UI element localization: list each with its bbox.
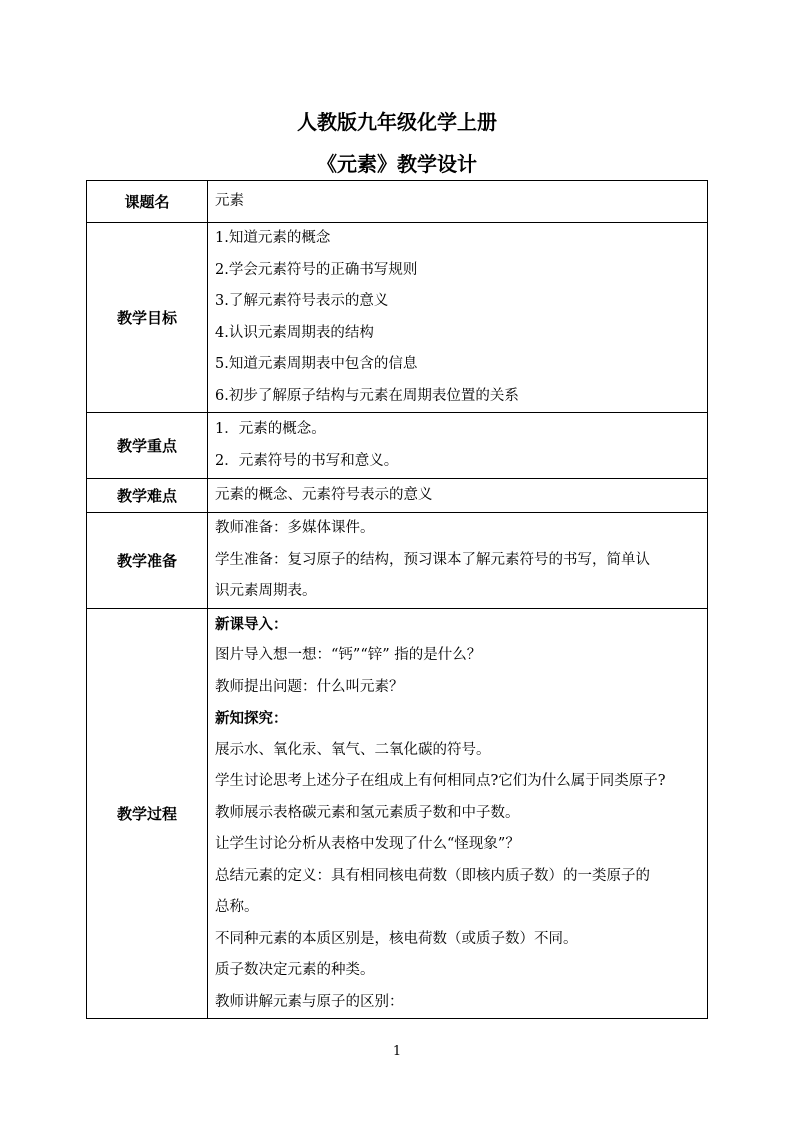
lesson-plan-table bbox=[86, 180, 708, 1019]
content-line: 图片导入想一想：“钙”“锌” 指的是什么？ bbox=[215, 647, 482, 663]
table-row-objectives bbox=[87, 223, 708, 413]
content-line: 让学生讨论分析从表格中发现了什么“怪现象”？ bbox=[215, 836, 520, 852]
document-title: 人教版九年级化学上册 bbox=[297, 110, 497, 134]
row-label: 教学过程 bbox=[87, 608, 208, 1019]
content-line: 6.初步了解原子结构与元素在周期表位置的关系 bbox=[215, 387, 519, 404]
content-line: 教师讲解元素与原子的区别： bbox=[215, 993, 404, 1010]
table-row-preparation bbox=[87, 513, 708, 609]
content-line: 2.学会元素符号的正确书写规则 bbox=[215, 261, 418, 278]
content-line: 教师展示表格碳元素和氢元素质子数和中子数。 bbox=[215, 804, 520, 821]
content-line: 质子数决定元素的种类。 bbox=[215, 962, 375, 978]
row-content bbox=[208, 413, 708, 479]
row-content bbox=[208, 608, 708, 1019]
content-line: 不同种元素的本质区别是，核电荷数（或质子数）不同。 bbox=[215, 930, 578, 947]
page-number: 1 bbox=[392, 1044, 402, 1059]
table-row-topic bbox=[87, 181, 708, 223]
content-line: 4.认识元素周期表的结构 bbox=[215, 324, 374, 341]
content-line: 教师提出问题：什么叫元素？ bbox=[215, 678, 404, 695]
content-line: 展示水、氧化汞、氧气、二氧化碳的符号。 bbox=[215, 741, 491, 758]
content-line: 1.知道元素的概念 bbox=[215, 230, 331, 246]
row-label: 教学目标 bbox=[87, 223, 208, 413]
content-line: 学生准备：复习原子的结构，预习课本了解元素符号的书写，简单认 bbox=[215, 551, 650, 568]
table-row-process bbox=[87, 608, 708, 1019]
content-line: 5.知道元素周期表中包含的信息 bbox=[215, 356, 418, 372]
row-content bbox=[208, 223, 708, 413]
document-subtitle: 《元素》教学设计 bbox=[317, 152, 477, 176]
table-row-key-points bbox=[87, 413, 708, 479]
section-heading: 新知探究： bbox=[215, 710, 288, 727]
content-line: 1．元素的概念。 bbox=[215, 421, 326, 437]
row-label: 教学难点 bbox=[87, 479, 208, 513]
row-label: 教学重点 bbox=[87, 413, 208, 479]
content-line: 总结元素的定义：具有相同核电荷数（即核内质子数）的一类原子的 bbox=[215, 867, 650, 884]
row-content bbox=[208, 181, 708, 223]
content-line: 识元素周期表。 bbox=[215, 583, 317, 599]
row-content bbox=[208, 513, 708, 609]
section-heading: 新课导入： bbox=[215, 615, 288, 633]
row-label: 教学准备 bbox=[87, 513, 208, 609]
row-content bbox=[208, 479, 708, 513]
content-line: 元素的概念、元素符号表示的意义 bbox=[215, 486, 433, 503]
content-line: 3.了解元素符号表示的意义 bbox=[215, 293, 389, 309]
content-line: 学生讨论思考上述分子在组成上有何相同点?它们为什么属于同类原子? bbox=[215, 773, 666, 789]
content-line: 教师准备：多媒体课件。 bbox=[215, 520, 375, 536]
row-label: 课题名 bbox=[87, 181, 208, 223]
content-line: 总称。 bbox=[215, 899, 259, 915]
content-line: 2．元素符号的书写和意义。 bbox=[215, 452, 399, 469]
content-line: 元素 bbox=[215, 192, 244, 209]
table-row-difficulties bbox=[87, 479, 708, 513]
